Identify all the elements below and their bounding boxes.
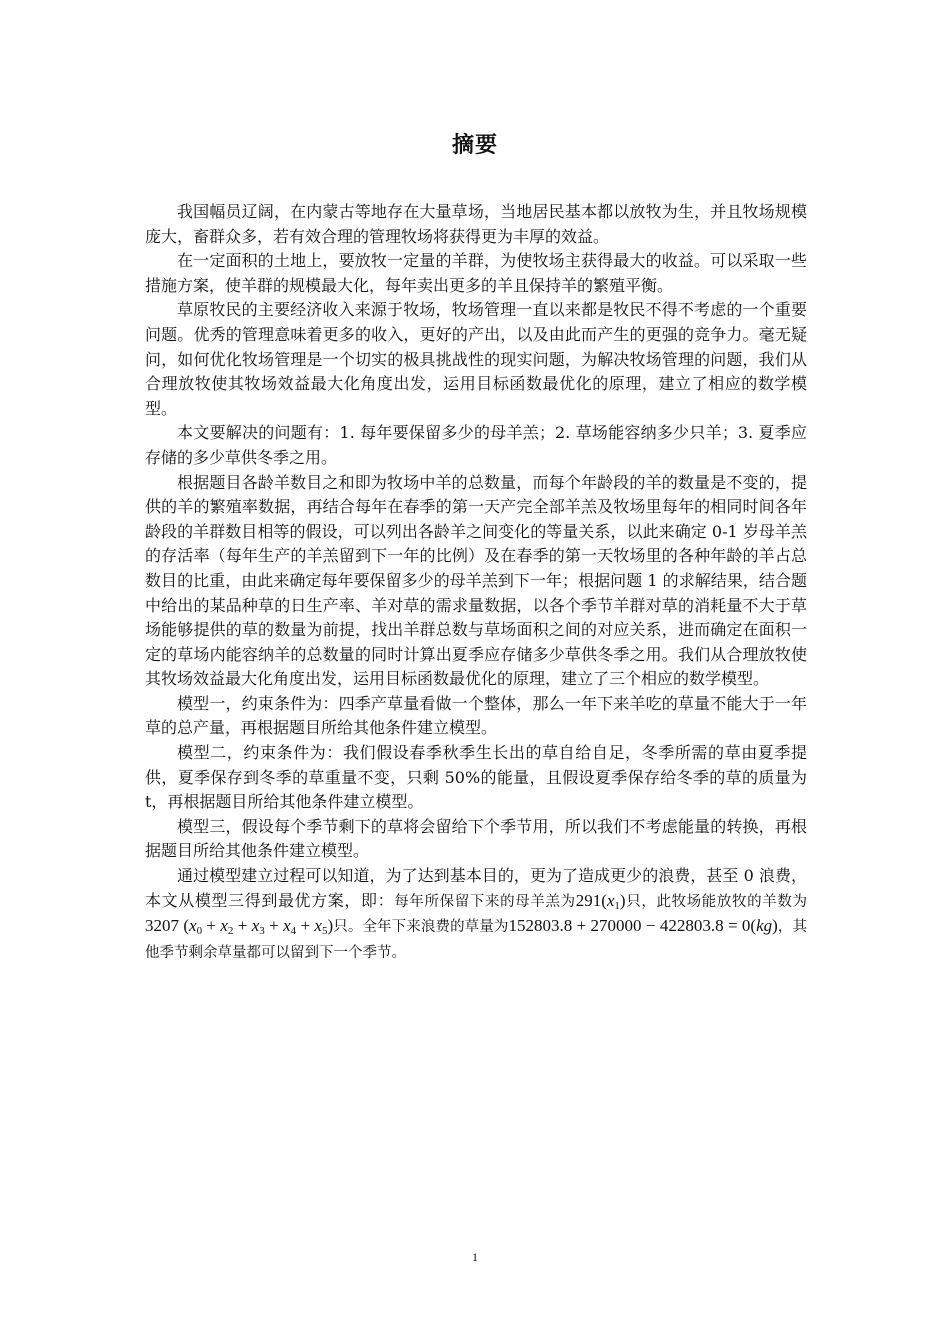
page-number: 1: [472, 1250, 478, 1264]
waste-formula: 152803.8 + 270000 − 422803.8 = 0(kg): [508, 916, 778, 936]
paragraph-conclusion: [145, 864, 807, 965]
conclusion-intro: 通过模型建立过程可以知道，为了达到基本目的，更为了造成更少的浪费，甚至 0 浪费，本文从模型三得到最优方案，即：: [145, 866, 807, 910]
conclusion-part2: 只，此牧场能放牧的羊数为: [625, 893, 808, 910]
paragraph-method: 根据题目各龄羊数目之和即为牧场中羊的总数量，而每个年龄段的羊的数量是不变的，提供的羊的繁殖率数据，再结合每年在春季的第一天产完全部羊羔及牧场里每年的相同时间各年龄段的羊群数目相等的假设，可以列出各龄羊之间变化的等量关系，以此来确定 0-1 岁母羊羔的存活率（每年生产的羊羔留到下一年的比例）及在春季的第一天牧场里的各种年龄的羊占总数目的比重，由此来确定每年要保留多少的母羊羔到下一年；根据问题 1 的求解结果，结合题中给出的某品种草的日生产率、羊对草的需求量数据，以各个季节羊群对草的消耗量不大于草场能够提供的草的数量为前提，找出羊群总数与草场面积之间的对应关系，进而确定在面积一定的草场内能容纳羊的总数量的同时计算出夏季应存储多少草供冬季之用。我们从合理放牧使其牧场效益最大化角度出发，运用目标函数最优化的原理，建立了三个相应的数学模型。: [145, 472, 807, 689]
paragraph-model-three: 模型三，假设每个季节剩下的草将会留给下个季节用，所以我们不考虑能量的转换，再根据题目所给其他条件建立模型。: [145, 816, 807, 861]
conclusion-part4: ，其他季节剩余草量都可以留到下一个季节。: [145, 919, 807, 961]
paragraph-motivation: 草原牧民的主要经济收入来源于牧场，牧场管理一直以来都是牧民不得不考虑的一个重要问题。优秀的管理意味着更多的收入，更好的产出，以及由此而产生的更强的竞争力。毫无疑问，如何优化牧场管理是一个切实的极具挑战性的现实问题，为解决牧场管理的问题，我们从合理放牧使其牧场效益最大化角度出发，运用目标函数最优化的原理，建立了相应的数学模型。: [145, 300, 807, 418]
conclusion-part3: 只。全年下来浪费的草量为: [333, 919, 509, 936]
paragraph-background: 我国幅员辽阔，在内蒙古等地存在大量草场，当地居民基本都以放牧为生，并且牧场规模庞大，畜群众多，若有效合理的管理牧场将获得更为丰厚的效益。: [145, 202, 807, 246]
page-title: 摘要: [451, 133, 498, 158]
abstract-body: [145, 200, 807, 965]
sheep-count-formula: 3207 $(x_0 + x_2 + x_3 + x_4 + x_5)$: [145, 916, 334, 938]
paragraph-problems: 本文要解决的问题有：1. 每年要保留多少的母羊羔；2. 草场能容纳多少只羊；3. 夏季应存储的多少草供冬季之用。: [145, 423, 807, 467]
paragraph-model-one: 模型一，约束条件为：四季产草量看做一个整体，那么一年下来羊吃的草量不能大于一年草的总产量，再根据题目所给其他条件建立模型。: [145, 693, 807, 738]
lamb-count-formula: $291(x_1)$: [575, 890, 626, 912]
paragraph-goal: 在一定面积的土地上，要放牧一定量的羊群，为使牧场主获得最大的收益。可以采取一些措施方案，使羊群的规模最大化，每年卖出更多的羊且保持羊的繁殖平衡。: [145, 251, 807, 295]
conclusion-part1: 每年所保留下来的母羊羔为: [394, 893, 576, 910]
paragraph-model-two: 模型二，约束条件为：我们假设春季秋季生长出的草自给自足，冬季所需的草由夏季提供，夏季保存到冬季的草重量不变，只剩 50%的能量，且假设夏季保存给冬季的草的质量为 t，再根据题目所给其他条件建立模型。: [145, 743, 807, 812]
